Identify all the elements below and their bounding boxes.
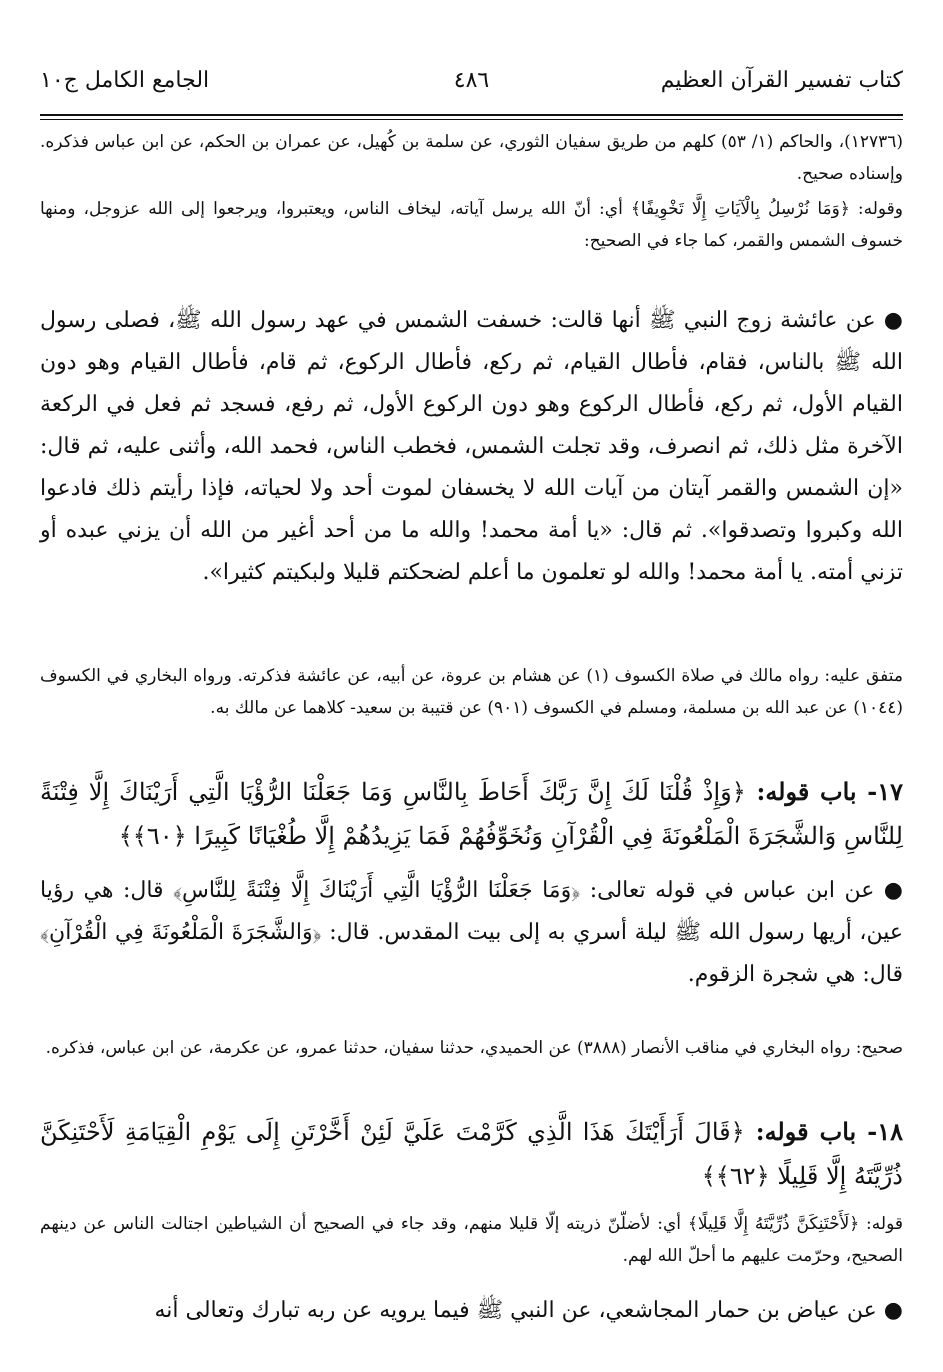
header-rule xyxy=(40,114,903,116)
book-title: كتاب تفسير القرآن العظيم xyxy=(660,68,903,93)
quran-verse: ﴿قَالَ أَرَأَيْتَكَ هَذَا الَّذِي كَرَّمْتَ عَلَيَّ لَئِنْ أَخَّرْتَنِ إِلَى يَوْمِ الْقِيَامَةِ لَأَحْتَنِكَنَّ ذُرِّيَّتَهُ إِلَّا قَلِيلًا ﴿٦٢﴾﴾ xyxy=(40,1118,903,1190)
page xyxy=(40,0,903,1372)
takhrij-paragraph: صحيح: رواه البخاري في مناقب الأنصار (٣٨٨٨) عن الحميدي، حدثنا سفيان، حدثنا عمرو، عن عكرمة، عن ابن عباس، فذكره. xyxy=(45,1038,903,1058)
page-number: ٤٨٦ xyxy=(453,68,490,93)
commentary-paragraph: قوله: ﴿لَأَحْتَنِكَنَّ ذُرِّيَّتَهُ إِلَّا قَلِيلًا﴾ أي: لأضلّنّ ذريته إلّا قليلا منهم، وقد جاء في الصحيح أن الشياطين اجتالت الناس عن دينهم الصحيح، وحرّمت عليهم ما أحلّ الله لهم. xyxy=(40,1214,903,1266)
chapter-heading-18 xyxy=(40,1110,903,1198)
volume-label: الجامع الكامل ج١٠ xyxy=(40,68,210,93)
footnote-paragraph: (١٢٧٣٦)، والحاكم (١/ ٥٣) كلهم من طريق سفيان الثوري، عن سلمة بن كُهيل، عن عمران بن الحكم، عن ابن عباس فذكره. وإسناده صحيح. xyxy=(40,132,904,184)
chapter-label: ١٧- باب قوله: xyxy=(756,777,904,806)
header-rule-thin xyxy=(40,119,903,120)
commentary-paragraph: وقوله: ﴿وَمَا نُرْسِلُ بِالْآيَاتِ إِلَّا تَخْوِيفًا﴾ أي: أنّ الله يرسل آياته، ليخاف الناس، ويعتبروا، ويرجعوا إلى الله عزوجل، ومنها خسوف الشمس والقمر، كما جاء في الصحيح: xyxy=(40,199,903,251)
quran-verse: ﴿وَإِذْ قُلْنَا لَكَ إِنَّ رَبَّكَ أَحَاطَ بِالنَّاسِ وَمَا جَعَلْنَا الرُّؤْيَا الَّتِي أَرَيْنَاكَ إِلَّا فِتْنَةً لِلنَّاسِ وَالشَّجَرَةَ الْمَلْعُونَةَ فِي الْقُرْآنِ وَنُخَوِّفُهُمْ فَمَا يَزِيدُهُمْ إِلَّا طُغْيَانًا كَبِيرًا ﴿٦٠﴾﴾ xyxy=(40,778,903,850)
chapter-heading-17 xyxy=(40,770,903,858)
running-header xyxy=(40,68,903,108)
hadith-paragraph: ● عن عائشة زوج النبي ﷺ أنها قالت: خسفت الشمس في عهد رسول الله ﷺ، فصلى رسول الله ﷺ بالناس، فقام، فأطال القيام، ثم ركع، فأطال الركوع، ثم قام، فأطال القيام وهو دون القيام الأول، ثم ركع، فأطال الركوع وهو دون الركوع الأول، ثم رفع، فسجد ثم فعل في الركعة الآخرة مثل ذلك، ثم انصرف، وقد تجلت الشمس، فخطب الناس، فحمد الله، وأثنى عليه، ثم قال: «إن الشمس والقمر آيتان من آيات الله لا يخسفان لموت أحد ولا لحياته، فإذا رأيتم ذلك فادعوا الله وكبروا وتصدقوا». ثم قال: «يا أمة محمد! والله ما من أحد أغير من الله أن يزني عبده أو تزني أمته. يا أمة محمد! والله لو تعلمون ما أعلم لضحكتم قليلا ولبكيتم كثيرا». xyxy=(40,308,903,585)
hadith-paragraph: ● عن ابن عباس في قوله تعالى: ﴿وَمَا جَعَلْنَا الرُّؤْيَا الَّتِي أَرَيْنَاكَ إِلَّا فِتْنَةً لِلنَّاسِ﴾ قال: هي رؤيا عين، أريها رسول الله ﷺ ليلة أسري به إلى بيت المقدس. قال: ﴿وَالشَّجَرَةَ الْمَلْعُونَةَ فِي الْقُرْآنِ﴾ قال: هي شجرة الزقوم. xyxy=(40,878,903,987)
takhrij-paragraph: متفق عليه: رواه مالك في صلاة الكسوف (١) عن هشام بن عروة، عن أبيه، عن عائشة فذكرته. ورواه البخاري في الكسوف (١٠٤٤) عن عبد الله بن مسلمة، ومسلم في الكسوف (٩٠١) عن قتيبة بن سعيد- كلاهما عن مالك به. xyxy=(40,666,903,718)
hadith-paragraph: ● عن عياض بن حمار المجاشعي، عن النبي ﷺ فيما يرويه عن ربه تبارك وتعالى أنه xyxy=(154,1298,903,1323)
chapter-label: ١٨- باب قوله: xyxy=(755,1117,903,1146)
